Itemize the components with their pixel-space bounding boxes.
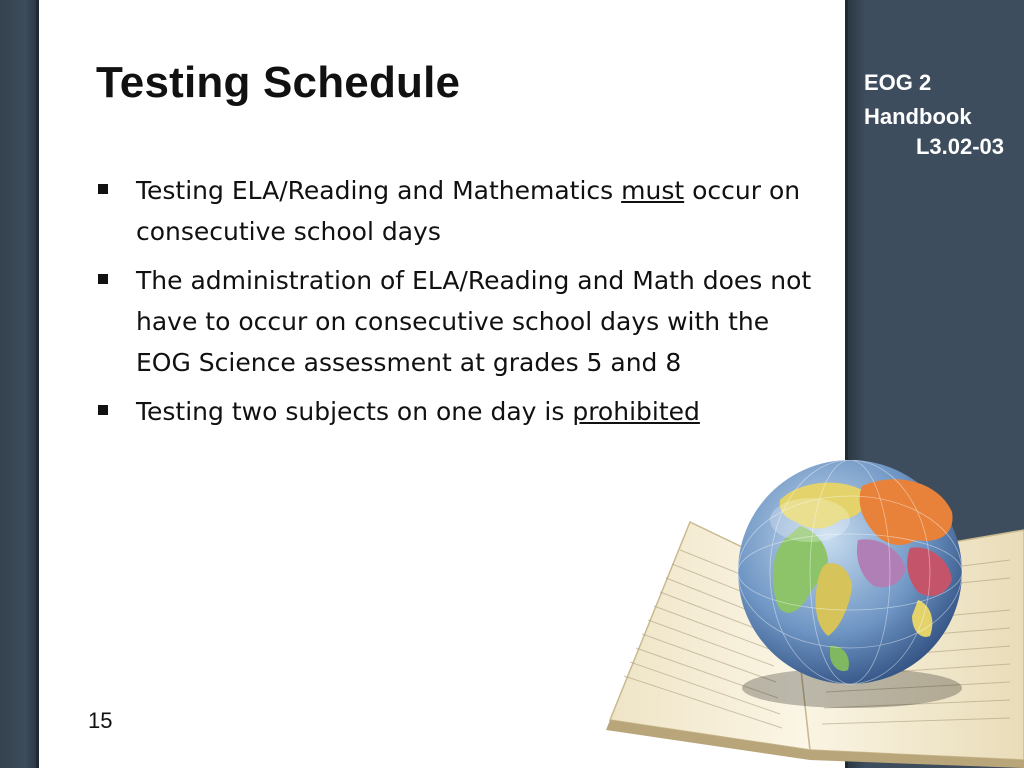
- bullet-square-icon: [98, 274, 108, 284]
- handbook-reference: [864, 66, 1004, 160]
- bullet-square-icon: [98, 184, 108, 194]
- reference-line-1: EOG 2: [864, 70, 932, 95]
- bullet-emphasis: must: [621, 176, 685, 205]
- bullet-text: Testing ELA/Reading and Mathematics: [136, 176, 622, 205]
- reference-line-2: Handbook: [864, 104, 972, 129]
- page-number: 15: [88, 708, 113, 733]
- reference-line-3: L3.02-03: [915, 134, 1004, 159]
- globe-icon: [738, 460, 962, 684]
- bullet-text: Testing two subjects on one day is: [136, 397, 573, 426]
- bullet-text-after: occur on consecutive school days: [136, 176, 801, 246]
- bullet-list: [96, 170, 816, 440]
- bullet-item: [96, 260, 816, 383]
- bullet-text: The administration of ELA/Reading and Math does not have to occur on consecutive school days with the EOG Science assessment at grades 5 and 8: [136, 266, 812, 377]
- slide-title: Testing Schedule: [96, 58, 461, 107]
- bullet-item: [96, 170, 816, 252]
- bullet-item: [96, 391, 816, 432]
- left-frame-strip: [0, 0, 36, 768]
- bullet-square-icon: [98, 405, 108, 415]
- globe-on-open-book-illustration: [600, 460, 1024, 768]
- bullet-emphasis: prohibited: [572, 397, 700, 426]
